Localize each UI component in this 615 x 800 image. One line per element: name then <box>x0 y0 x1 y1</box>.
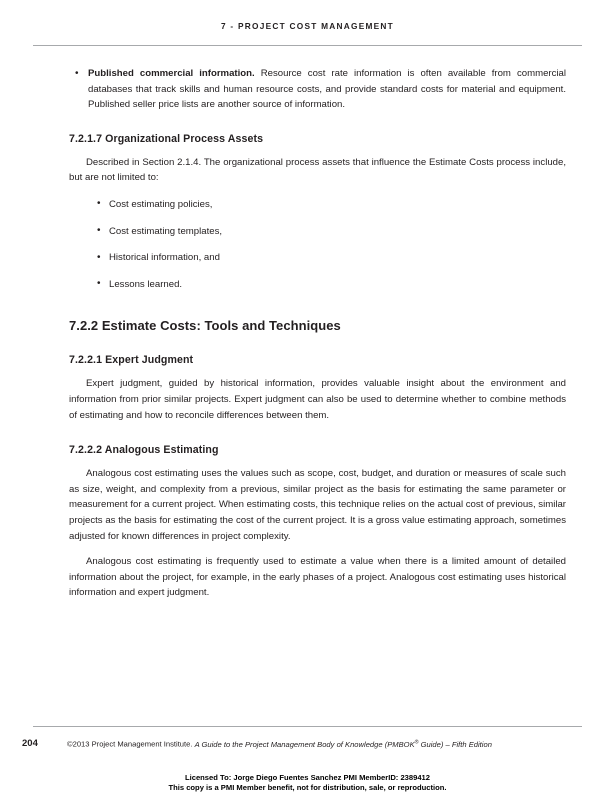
footer-copyright: ©2013 Project Management Institute. <box>67 739 195 749</box>
page-content <box>69 66 566 601</box>
heading-7-2-2: 7.2.2 Estimate Costs: Tools and Techniques <box>69 318 341 334</box>
license-stamp <box>0 773 615 793</box>
footer-registered-mark: ® <box>414 739 419 745</box>
license-line-2: This copy is a PMI Member benefit, not for distribution, sale, or reproduction. <box>168 783 447 792</box>
list-item: • Historical information, and <box>69 250 566 266</box>
footer-citation <box>67 739 492 749</box>
footer-divider <box>33 726 582 727</box>
bullet-body-text: Resource cost rate information is often available from commercial databases that track skills and human resource costs, and provide standard costs for material and equipment. Published seller price lists are another source of information. <box>88 68 566 111</box>
running-head: 7 - PROJECT COST MANAGEMENT <box>221 21 394 31</box>
license-line-1: Licensed To: Jorge Diego Fuentes Sanchez PMI MemberID: 2389412 <box>184 773 431 782</box>
paragraph-7-2-2-2-second: Analogous cost estimating is frequently used to estimate a value when there is a limited amount of detailed information about the project, for example, in the early phases of a project. Analogous cost estimating uses historical information and expert judgment. <box>69 556 566 599</box>
footer-title: A Guide to the Project Management Body of Knowledge (PMBOK <box>194 739 415 749</box>
paragraph-7-2-2-1: Expert judgment, guided by historical information, provides valuable insight about the environment and information from prior similar projects. Expert judgment can also be used to determine whether to combine methods of estimating and how to reconcile differences between them. <box>69 378 566 421</box>
list-item: • Cost estimating policies, <box>69 197 566 213</box>
list-item <box>69 66 566 113</box>
header-divider <box>33 45 582 46</box>
list-item: • Cost estimating templates, <box>69 224 566 240</box>
heading-7-2-1-7: 7.2.1.7 Organizational Process Assets <box>69 132 264 145</box>
paragraph-7-2-1-7: Described in Section 2.1.4. The organizational process assets that influence the Estimate Costs process include, but are not limited to: <box>69 156 566 184</box>
page-header <box>0 0 615 46</box>
page-number: 204 <box>22 738 38 749</box>
footer-title-tail: Guide) – Fifth Edition <box>418 739 492 749</box>
heading-7-2-2-2: 7.2.2.2 Analogous Estimating <box>69 444 219 457</box>
bullet-list-published-info <box>69 66 566 113</box>
page-footer <box>22 737 594 753</box>
list-organizational-process-assets <box>69 197 566 292</box>
list-item: • Lessons learned. <box>69 277 566 293</box>
heading-7-2-2-1: 7.2.2.1 Expert Judgment <box>69 354 194 367</box>
paragraph-7-2-2-2-first: Analogous cost estimating uses the values such as scope, cost, budget, and duration or measures of scale such as size, weight, and complexity from a previous, similar project as the basis for estimating the same parameter or measurement for a current project. When estimating costs, this technique relies on the actual cost of previous, similar projects as the basis for estimating the cost of the current project. It is a gross value estimating approach, sometimes adjusted for known differences in project complexity. <box>69 468 566 542</box>
bullet-lead-in: Published commercial information. <box>88 68 255 79</box>
